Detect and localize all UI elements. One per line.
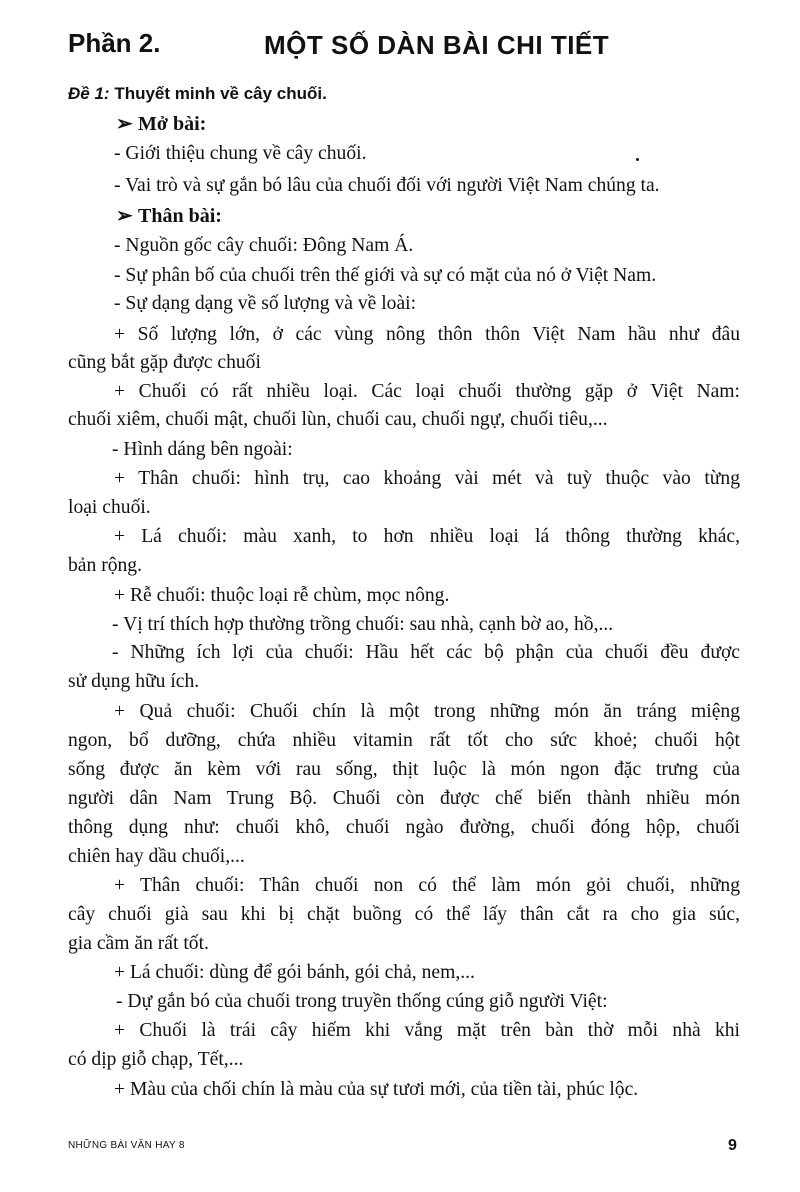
outline-line: + Lá chuối: dùng để gói bánh, gói chả, nem,... <box>114 962 475 983</box>
outline-line: sống được ăn kèm với rau sống, thịt luộc là món ngon đặc trưng của <box>68 759 740 780</box>
outline-line: - Dự gắn bó của chuối trong truyền thống cúng giỗ người Việt: <box>116 991 608 1012</box>
arrow-bullet-icon: ➢ <box>116 205 133 227</box>
outline-line: + Lá chuối: màu xanh, to hơn nhiều loại lá thông thường khác, <box>114 526 740 547</box>
outline-line: thông dụng như: chuối khô, chuối ngào đường, chuối đóng hộp, chuối <box>68 817 740 838</box>
outline-line: + Số lượng lớn, ở các vùng nông thôn thôn Việt Nam hầu như đâu <box>114 324 740 345</box>
ink-dot <box>636 158 639 161</box>
outline-line: + Chuối có rất nhiều loại. Các loại chuối thường gặp ở Việt Nam: <box>114 381 740 402</box>
outline-line: người dân Nam Trung Bộ. Chuối còn được chế biến thành nhiều món <box>68 788 740 809</box>
outline-line: - Hình dáng bên ngoài: <box>112 439 293 460</box>
outline-line: - Nguồn gốc cây chuối: Đông Nam Á. <box>114 235 414 256</box>
outline-line: có dịp giỗ chạp, Tết,... <box>68 1049 244 1070</box>
outline-line: chiên hay dầu chuối,... <box>68 846 245 867</box>
outline-line: + Màu của chối chín là màu của sự tươi mới, của tiền tài, phúc lộc. <box>114 1079 639 1100</box>
outline-line: - Vị trí thích hợp thường trồng chuối: sau nhà, cạnh bờ ao, hồ,... <box>112 614 614 635</box>
outline-line: ngon, bổ dưỡng, chứa nhiều vitamin rất tốt cho sức khoẻ; chuối hột <box>68 730 740 751</box>
arrow-bullet-icon: ➢ <box>116 113 133 135</box>
outline-line: bản rộng. <box>68 555 143 576</box>
outline-line: cây chuối già sau khi bị chặt buồng có thể lấy thân cắt ra cho gia súc, <box>68 904 740 925</box>
topic-line <box>68 80 327 108</box>
outline-line: chuối xiêm, chuối mật, chuối lùn, chuối cau, chuối ngự, chuối tiêu,... <box>68 409 608 430</box>
outline-line: - Giới thiệu chung về cây chuối. <box>114 143 367 164</box>
outline-line: + Quả chuối: Chuối chín là một trong những món ăn tráng miệng <box>114 701 740 722</box>
page-number: 9 <box>728 1137 737 1154</box>
section-intro-label: Mở bài: <box>138 113 207 135</box>
page-title: MỘT SỐ DÀN BÀI CHI TIẾT <box>264 30 610 60</box>
outline-line: - Sự dạng dạng về số lượng và về loài: <box>114 293 417 314</box>
section-body-label: Thân bài: <box>138 205 222 227</box>
outline-line: + Chuối là trái cây hiếm khi vắng mặt trên bàn thờ mỗi nhà khi <box>114 1020 740 1041</box>
outline-line: + Thân chuối: hình trụ, cao khoảng vài mét và tuỳ thuộc vào từng <box>114 468 740 489</box>
part-label: Phần 2. <box>68 28 161 58</box>
outline-line: - Những ích lợi của chuối: Hầu hết các bộ phận của chuối đều được <box>112 642 740 663</box>
section-intro <box>116 110 206 138</box>
page-header <box>68 26 748 66</box>
outline-line: cũng bắt gặp được chuối <box>68 352 261 373</box>
outline-line: - Vai trò và sự gắn bó lâu của chuối đối với người Việt Nam chúng ta. <box>114 175 660 196</box>
topic-text: Thuyết minh về cây chuối. <box>114 84 327 103</box>
section-body <box>116 202 222 230</box>
book-title-footer: NHỮNG BÀI VĂN HAY 8 <box>68 1140 185 1151</box>
outline-line: gia cầm ăn rất tốt. <box>68 933 209 954</box>
outline-line: - Sự phân bố của chuối trên thế giới và sự có mặt của nó ở Việt Nam. <box>114 265 657 286</box>
outline-line: + Rễ chuối: thuộc loại rễ chùm, mọc nông. <box>114 585 450 606</box>
outline-line: + Thân chuối: Thân chuối non có thể làm món gỏi chuối, những <box>114 875 740 896</box>
topic-label: Đề 1: <box>68 84 110 103</box>
outline-line: loại chuối. <box>68 497 151 518</box>
outline-line: sử dụng hữu ích. <box>68 671 200 692</box>
